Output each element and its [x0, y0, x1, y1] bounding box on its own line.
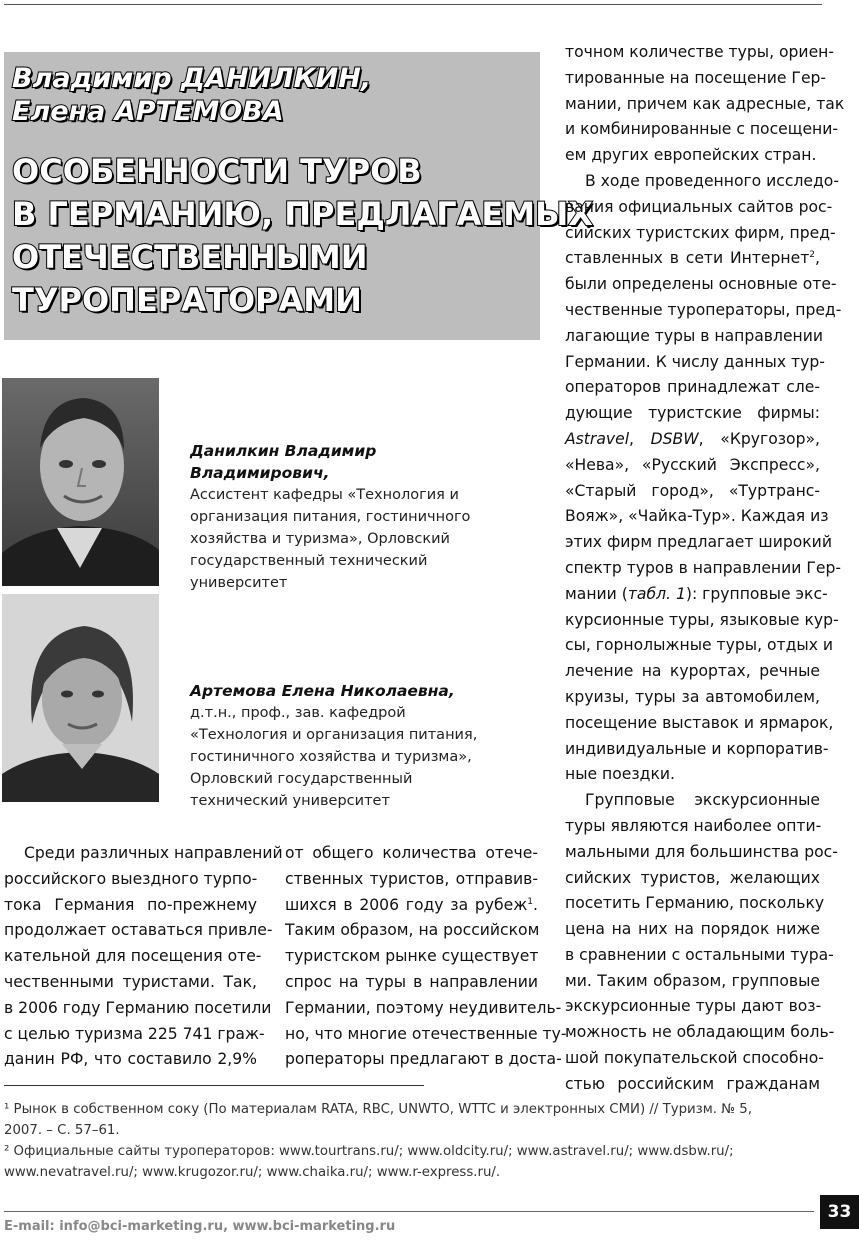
text-line: лечение на курортах, речные [565, 662, 820, 681]
text-line: индивидуальные и корпоратив- [565, 739, 829, 758]
title-line: ТУРОПЕРАТОРАМИ [12, 281, 362, 319]
text-column-3 [565, 40, 845, 1098]
text-line: были определены основные оте- [565, 275, 837, 294]
text-line: продолжает оставаться привле- [4, 921, 273, 940]
footnote-line: ² Официальные сайты туроператоров: www.tourtrans.ru/; www.oldcity.ru/; www.astravel.ru/; www.dsbw.ru/; [4, 1144, 734, 1159]
footnote-rule [4, 1085, 424, 1086]
text-line: экскурсионные туры дают воз- [565, 997, 822, 1016]
text-line: вания официальных сайтов рос- [565, 197, 833, 216]
bio-line: гостиничного хозяйства и туризма», [190, 749, 472, 765]
bio-line: технический университет [190, 793, 390, 809]
text-line: лагающие туры в направлении [565, 326, 824, 345]
text-line: сы, горнолыжные туры, отдых и [565, 636, 834, 655]
text-line: мании, причем как адресные, так [565, 94, 845, 113]
bio-line: университет [190, 575, 288, 591]
text-line: в 2006 году Германию посетили [4, 998, 272, 1017]
bio-line: Орловский государственный [190, 771, 413, 787]
text-line: туристском рынке существует [285, 947, 539, 966]
authors-heading [12, 62, 371, 128]
footnote-line: ¹ Рынок в собственном соку (По материалам RATA, RBC, UNWTO, WTTC и электронных СМИ) // Туризм. № 5, [4, 1102, 752, 1117]
text-line: «Нева», «Русский Экспресс», [565, 455, 820, 474]
text-line: сийских туристов, желающих [565, 868, 820, 887]
text-line: роператоры предлагают в доста- [285, 1050, 562, 1069]
bio-line: Ассистент кафедры «Технология и [190, 487, 459, 503]
text-line: В ходе проведенного исследо- [585, 171, 839, 190]
text-line: но, что многие отечественные ту- [285, 1024, 567, 1043]
text-line: круизы, туры за автомобилем, [565, 687, 820, 706]
footnote-line: 2007. – С. 57–61. [4, 1123, 120, 1138]
authors-line: Елена АРТЕМОВА [12, 96, 284, 127]
table-ref: табл. 1 [627, 584, 686, 603]
title-line: ОТЕЧЕСТВЕННЫМИ [12, 238, 368, 276]
text-line: от общего количества отече- [285, 844, 538, 862]
text-line: посещение выставок и ярмарок, [565, 713, 834, 732]
text-line: Вояж», «Чайка-Тур». Каждая из [565, 507, 829, 526]
text-column-1 [4, 841, 283, 1073]
text-line: Германии, поэтому неудивитель- [285, 998, 562, 1017]
text-line: Таким образом, на российском [285, 921, 540, 940]
title-line: ОСОБЕННОСТИ ТУРОВ [12, 152, 422, 190]
footnote-line: www.nevatravel.ru/; www.krugozor.ru/; www.chaika.ru/; www.r-express.ru/. [4, 1165, 501, 1180]
author-name: Данилкин Владимир [190, 442, 377, 460]
text-line: мальными для большинства рос- [565, 842, 838, 861]
author-bio-danilkin [190, 440, 470, 594]
author-name: Артемова Елена Николаевна, [190, 682, 455, 700]
text-line: ставленных в сети Интернет$^2$, [565, 249, 820, 268]
title-line: В ГЕРМАНИЮ, ПРЕДЛАГАЕМЫХ [12, 195, 593, 233]
bio-line: д.т.н., проф., зав. кафедрой [190, 705, 406, 721]
text-line: можность не обладающим боль- [565, 1023, 835, 1042]
bio-line: хозяйства и туризма», Орловский [190, 531, 450, 547]
footer-contact: E-mail: info@bci-marketing.ru, www.bci-marketing.ru [4, 1219, 396, 1234]
text-line: Групповые экскурсионные [585, 791, 820, 810]
text-line: спрос на туры в направлении [285, 972, 538, 991]
text-line: стью российским гражданам [565, 1074, 820, 1093]
text-line: чественные туроператоры, пред- [565, 300, 842, 319]
text-line: кательной для посещения оте- [4, 947, 262, 966]
footnote-ref: 1 [527, 896, 534, 907]
text-column-2 [285, 841, 567, 1073]
text-line: ные поездки. [565, 765, 675, 784]
author-photo-artemova [2, 594, 159, 802]
firm-name: Astravel [565, 429, 630, 448]
bio-line: организация питания, гостиничного [190, 509, 471, 525]
footnote-ref: 2 [809, 250, 816, 261]
bottom-rule [4, 1211, 814, 1212]
text-line: цена на них на порядок ниже [565, 920, 820, 939]
text-line: курсионные туры, языковые кур- [565, 610, 839, 629]
text-line: тока Германия по-прежнему [4, 895, 257, 914]
text-line: данин РФ, что составило 2,9% [4, 1050, 257, 1069]
text-line: спектр туров в направлении Гер- [565, 558, 841, 577]
author-name: Владимирович, [190, 464, 330, 482]
author-bio-artemova [190, 680, 477, 812]
text-line: ственных туристов, отправив- [285, 869, 538, 888]
text-line: шой покупательской способно- [565, 1049, 824, 1068]
author-photo-danilkin [2, 378, 159, 586]
page-number: 33 [820, 1195, 859, 1229]
text-line: операторов принадлежат сле- [565, 378, 820, 397]
text-line: Среди различных направлений [24, 844, 283, 862]
text-segment: мании ( [565, 584, 628, 603]
text-segment: ): групповые экс- [685, 584, 828, 603]
text-line: «Старый город», «Туртранс- [565, 481, 820, 500]
text-line [565, 427, 820, 453]
portrait-woman-image [2, 594, 159, 802]
text-line: с целью туризма 225 741 граж- [4, 1024, 265, 1043]
firm-name: DSBW [650, 429, 699, 448]
text-line: российского выездного турпо- [4, 869, 258, 888]
top-rule [4, 4, 822, 5]
text-line: чественными туристами. Так, [4, 972, 257, 991]
text-line: посетить Германию, поскольку [565, 894, 825, 913]
text-line: шихся в 2006 году за рубеж$^1$. [285, 895, 538, 914]
text-segment: , [629, 429, 651, 448]
text-line: ми. Таким образом, групповые [565, 971, 820, 990]
text-line: и комбинированные с посещени- [565, 120, 839, 139]
text-segment: шихся в 2006 году за рубеж [285, 895, 528, 914]
bio-line: государственный технический [190, 553, 428, 569]
portrait-man-image [2, 378, 159, 586]
text-segment: , «Кругозор», [698, 429, 820, 448]
text-line: этих фирм предлагает широкий [565, 533, 832, 552]
text-line [565, 582, 828, 608]
text-line: тированные на посещение Гер- [565, 68, 827, 87]
text-line: дующие туристские фирмы: [565, 404, 820, 423]
text-line: Германии. К числу данных тур- [565, 352, 825, 371]
bio-line: «Технология и организация питания, [190, 727, 478, 743]
text-line: сийских туристских фирм, пред- [565, 223, 836, 242]
text-line: ем других европейских стран. [565, 146, 817, 165]
article-title [12, 150, 593, 322]
footnotes [4, 1099, 822, 1183]
authors-line: Владимир ДАНИЛКИН, [12, 63, 372, 94]
text-line: точном количестве туры, ориен- [565, 43, 834, 61]
text-segment: ставленных в сети Интернет [565, 249, 810, 268]
text-line: туры являются наиболее опти- [565, 816, 822, 835]
text-line: в сравнении с остальными тура- [565, 945, 834, 964]
